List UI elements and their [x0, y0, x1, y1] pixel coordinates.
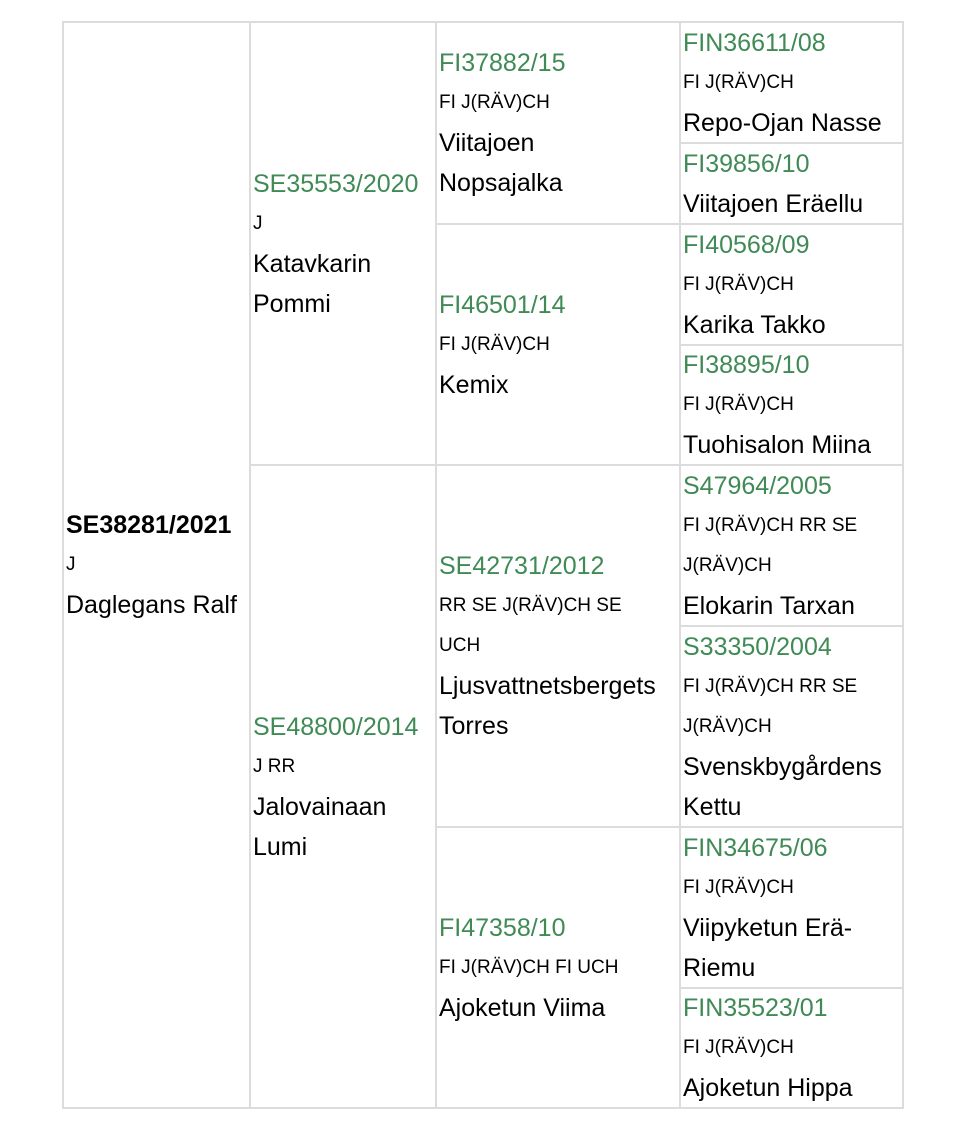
great-grandparent-reg-link[interactable]: FIN35523/01	[683, 994, 828, 1022]
sire-name: Katavkarin Pommi	[253, 249, 372, 318]
great-grandparent-reg-link[interactable]: FI38895/10	[683, 351, 810, 379]
grandparent-name: Ljusvattnetsbergets Torres	[439, 672, 656, 740]
grandparent-title: FI J(RÄV)CH FI UCH	[439, 956, 619, 978]
sire-cell	[249, 21, 437, 466]
grandparent-cell	[435, 223, 681, 466]
great-grandparent-title: FI J(RÄV)CH	[683, 273, 794, 295]
subject-title: J	[66, 554, 76, 575]
great-grandparent-cell	[679, 344, 904, 466]
grandparent-reg-link[interactable]: FI37882/15	[439, 49, 566, 77]
great-grandparent-reg-link[interactable]: FI39856/10	[683, 149, 810, 178]
great-grandparent-name: Svenskbygårdens Kettu	[683, 752, 882, 821]
grandparent-reg-link[interactable]: FI47358/10	[439, 913, 566, 942]
grandparent-name: Viitajoen Nopsajalka	[439, 129, 563, 197]
grandparent-title: FI J(RÄV)CH	[439, 92, 550, 113]
great-grandparent-title: FI J(RÄV)CH	[683, 1037, 794, 1058]
grandparent-cell	[435, 21, 681, 225]
grandparent-reg-link[interactable]: FI46501/14	[439, 290, 566, 319]
subject-cell	[62, 21, 251, 1109]
great-grandparent-cell	[679, 826, 904, 989]
grandparent-reg-link[interactable]: SE42731/2012	[439, 552, 605, 580]
great-grandparent-cell	[679, 464, 904, 627]
great-grandparent-title: FI J(RÄV)CH	[683, 876, 794, 898]
grandparent-name: Ajoketun Viima	[439, 993, 606, 1022]
great-grandparent-reg-link[interactable]: FIN34675/06	[683, 833, 828, 862]
grandparent-cell	[435, 826, 681, 1109]
sire-title: J	[253, 212, 263, 234]
sire-reg-link[interactable]: SE35553/2020	[253, 169, 419, 198]
grandparent-title: RR SE J(RÄV)CH SE UCH	[439, 595, 622, 656]
dam-title: J RR	[253, 755, 296, 777]
grandparent-title: FI J(RÄV)CH	[439, 333, 550, 355]
great-grandparent-cell	[679, 142, 904, 225]
great-grandparent-title: FI J(RÄV)CH RR SE J(RÄV)CH	[683, 514, 858, 576]
great-grandparent-name: Karika Takko	[683, 310, 826, 339]
grandparent-cell	[435, 464, 681, 828]
pedigree-table	[62, 21, 904, 1109]
great-grandparent-name: Viipyketun Erä-Riemu	[683, 913, 853, 982]
great-grandparent-name: Repo-Ojan Nasse	[683, 108, 882, 137]
great-grandparent-reg-link[interactable]: S47964/2005	[683, 471, 832, 500]
great-grandparent-title: FI J(RÄV)CH	[683, 394, 794, 415]
great-grandparent-name: Viitajoen Eräellu	[683, 189, 864, 218]
great-grandparent-title: FI J(RÄV)CH	[683, 71, 794, 93]
great-grandparent-name: Ajoketun Hippa	[683, 1074, 853, 1102]
dam-cell	[249, 464, 437, 1109]
great-grandparent-cell	[679, 625, 904, 828]
dam-reg-link[interactable]: SE48800/2014	[253, 712, 419, 741]
great-grandparent-cell	[679, 223, 904, 346]
subject-name: Daglegans Ralf	[66, 591, 237, 619]
great-grandparent-name: Tuohisalon Miina	[683, 431, 872, 459]
dam-name: Jalovainaan Lumi	[253, 792, 387, 861]
great-grandparent-title: FI J(RÄV)CH RR SE J(RÄV)CH	[683, 675, 858, 737]
great-grandparent-reg-link[interactable]: S33350/2004	[683, 632, 832, 661]
great-grandparent-cell	[679, 21, 904, 144]
great-grandparent-reg-link[interactable]: FI40568/09	[683, 230, 810, 259]
great-grandparent-name: Elokarin Tarxan	[683, 591, 855, 620]
great-grandparent-reg-link[interactable]: FIN36611/08	[683, 28, 826, 57]
subject-reg: SE38281/2021	[66, 511, 232, 539]
great-grandparent-cell	[679, 987, 904, 1109]
grandparent-name: Kemix	[439, 370, 509, 399]
